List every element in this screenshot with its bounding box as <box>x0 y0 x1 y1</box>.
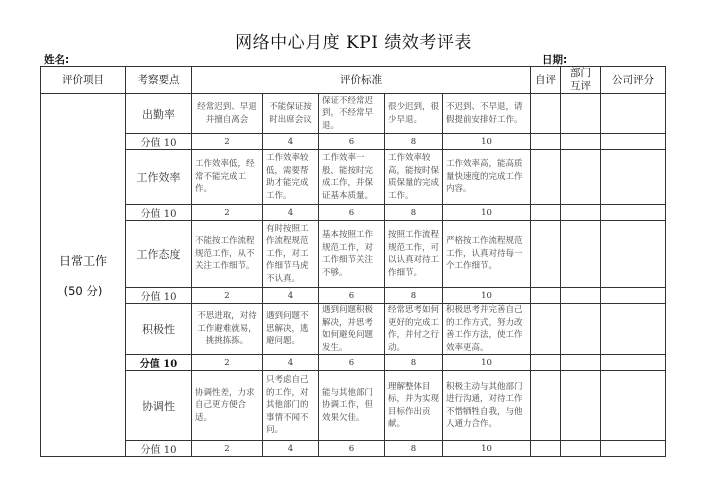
point-label: 协调性 <box>126 371 192 441</box>
header-standard: 评价标准 <box>192 67 531 94</box>
score-value: 6 <box>319 205 385 221</box>
score-value: 2 <box>192 134 263 150</box>
point-label: 工作态度 <box>126 221 192 288</box>
criteria-cell: 不迟到、不早退，请假提前安排好工作。 <box>443 94 531 134</box>
score-value: 4 <box>263 134 319 150</box>
company-score-input[interactable] <box>601 134 666 150</box>
dept-score-input[interactable] <box>561 221 601 288</box>
score-label: 分值 10 <box>126 441 192 457</box>
date-label: 日期: <box>542 54 568 66</box>
point-label: 工作效率 <box>126 150 192 205</box>
score-value: 2 <box>192 205 263 221</box>
self-score-input[interactable] <box>531 94 561 134</box>
table-row <box>41 304 666 355</box>
self-score-input[interactable] <box>531 371 561 441</box>
score-value: 6 <box>319 134 385 150</box>
header-company: 公司评分 <box>601 67 666 94</box>
score-value: 8 <box>385 205 443 221</box>
criteria-cell: 经常思考如何更好的完成工作，并付之行动。 <box>385 304 443 355</box>
score-value: 6 <box>319 355 385 371</box>
dept-score-input[interactable] <box>561 288 601 304</box>
self-score-input[interactable] <box>531 441 561 457</box>
dept-score-input[interactable] <box>561 205 601 221</box>
point-label: 出勤率 <box>126 94 192 134</box>
score-value: 10 <box>443 205 531 221</box>
dept-score-input[interactable] <box>561 94 601 134</box>
header-point: 考察要点 <box>126 67 192 94</box>
score-value: 4 <box>263 205 319 221</box>
criteria-cell: 按照工作流程规范工作，可以认真对待工作细节。 <box>385 221 443 288</box>
company-score-input[interactable] <box>601 205 666 221</box>
criteria-cell: 协调性差，力求自己更方便合适。 <box>192 371 263 441</box>
score-value: 2 <box>192 441 263 457</box>
company-score-input[interactable] <box>601 355 666 371</box>
category-name: 日常工作 <box>58 253 107 268</box>
dept-score-input[interactable] <box>561 355 601 371</box>
criteria-cell: 不能保证按时出席会议 <box>263 94 319 134</box>
score-row <box>41 205 666 221</box>
company-score-input[interactable] <box>601 288 666 304</box>
criteria-cell: 工作效率较高，能按时保质保量的完成工作。 <box>385 150 443 205</box>
document-title: 网络中心月度 KPI 绩效考评表 <box>235 33 472 53</box>
category-cell <box>41 94 126 457</box>
score-value: 10 <box>443 441 531 457</box>
self-score-input[interactable] <box>531 304 561 355</box>
company-score-input[interactable] <box>601 371 666 441</box>
name-label: 姓名: <box>44 54 70 66</box>
criteria-cell: 经常迟到、早退并擅自离会 <box>192 94 263 134</box>
company-score-input[interactable] <box>601 304 666 355</box>
criteria-cell: 不能按工作流程规范工作，从不关注工作细节。 <box>192 221 263 288</box>
self-score-input[interactable] <box>531 221 561 288</box>
self-score-input[interactable] <box>531 288 561 304</box>
score-value: 8 <box>385 134 443 150</box>
point-label: 积极性 <box>126 304 192 355</box>
score-value: 6 <box>319 288 385 304</box>
header-dept-label: 部门互评 <box>570 67 592 92</box>
criteria-cell: 积极思考并完善自己的工作方式，努力改善工作方法，使工作效率更高。 <box>443 304 531 355</box>
score-value: 2 <box>192 355 263 371</box>
header-item: 评价项目 <box>41 67 126 94</box>
dept-score-input[interactable] <box>561 150 601 205</box>
table-row <box>41 94 666 134</box>
score-row <box>41 134 666 150</box>
score-row <box>41 441 666 457</box>
header-dept <box>561 67 601 94</box>
dept-score-input[interactable] <box>561 304 601 355</box>
score-value: 10 <box>443 134 531 150</box>
criteria-cell: 工作效率低，经常不能完成工作。 <box>192 150 263 205</box>
header-self: 自评 <box>531 67 561 94</box>
kpi-table <box>40 66 666 457</box>
score-value: 4 <box>263 355 319 371</box>
dept-score-input[interactable] <box>561 134 601 150</box>
score-value: 8 <box>385 441 443 457</box>
score-value: 8 <box>385 288 443 304</box>
score-value: 6 <box>319 441 385 457</box>
self-score-input[interactable] <box>531 205 561 221</box>
score-label: 分值 10 <box>126 355 192 371</box>
table-row <box>41 150 666 205</box>
score-row <box>41 355 666 371</box>
criteria-cell: 保证不经常迟到，不经常早退。 <box>319 94 385 134</box>
category-points: (50 分) <box>63 283 103 298</box>
company-score-input[interactable] <box>601 441 666 457</box>
criteria-cell: 遇到问题不思解决，逃避问题。 <box>263 304 319 355</box>
criteria-cell: 遇到问题积极解决，并思考如何避免问题发生。 <box>319 304 385 355</box>
score-value: 4 <box>263 441 319 457</box>
score-value: 10 <box>443 288 531 304</box>
table-row <box>41 371 666 441</box>
criteria-cell: 只考虑自己的工作，对其他部门的事情不闻不问。 <box>263 371 319 441</box>
score-value: 8 <box>385 355 443 371</box>
score-value: 10 <box>443 355 531 371</box>
criteria-cell: 有时按照工作流程规范工作，对工作细节马虎不认真。 <box>263 221 319 288</box>
criteria-cell: 工作效率一般，能按时完成工作，并保证基本质量。 <box>319 150 385 205</box>
dept-score-input[interactable] <box>561 441 601 457</box>
table-row <box>41 221 666 288</box>
criteria-cell: 工作效率较低，需要帮助才能完成工作。 <box>263 150 319 205</box>
dept-score-input[interactable] <box>561 371 601 441</box>
score-value: 4 <box>263 288 319 304</box>
criteria-cell: 不思进取，对待工作避难就易，挑挑拣拣。 <box>192 304 263 355</box>
self-score-input[interactable] <box>531 355 561 371</box>
company-score-input[interactable] <box>601 94 666 134</box>
criteria-cell: 积极主动与其他部门进行沟通，对待工作不惜牺牲自我，与他人通力合作。 <box>443 371 531 441</box>
criteria-cell: 理解整体目标，并为实现目标作出贡献。 <box>385 371 443 441</box>
score-value: 2 <box>192 288 263 304</box>
criteria-cell: 基本按照工作规范工作，对工作细节关注不够。 <box>319 221 385 288</box>
score-label: 分值 10 <box>126 205 192 221</box>
company-score-input[interactable] <box>601 221 666 288</box>
score-label: 分值 10 <box>126 134 192 150</box>
header-row <box>41 67 666 94</box>
self-score-input[interactable] <box>531 150 561 205</box>
criteria-cell: 能与其他部门协调工作，但效果欠佳。 <box>319 371 385 441</box>
criteria-cell: 很少迟到，很少早退。 <box>385 94 443 134</box>
criteria-cell: 工作效率高，能高质量快速度的完成工作内容。 <box>443 150 531 205</box>
score-row <box>41 288 666 304</box>
company-score-input[interactable] <box>601 150 666 205</box>
score-label: 分值 10 <box>126 288 192 304</box>
self-score-input[interactable] <box>531 134 561 150</box>
criteria-cell: 严格按工作流程规范工作，认真对待每一个工作细节。 <box>443 221 531 288</box>
